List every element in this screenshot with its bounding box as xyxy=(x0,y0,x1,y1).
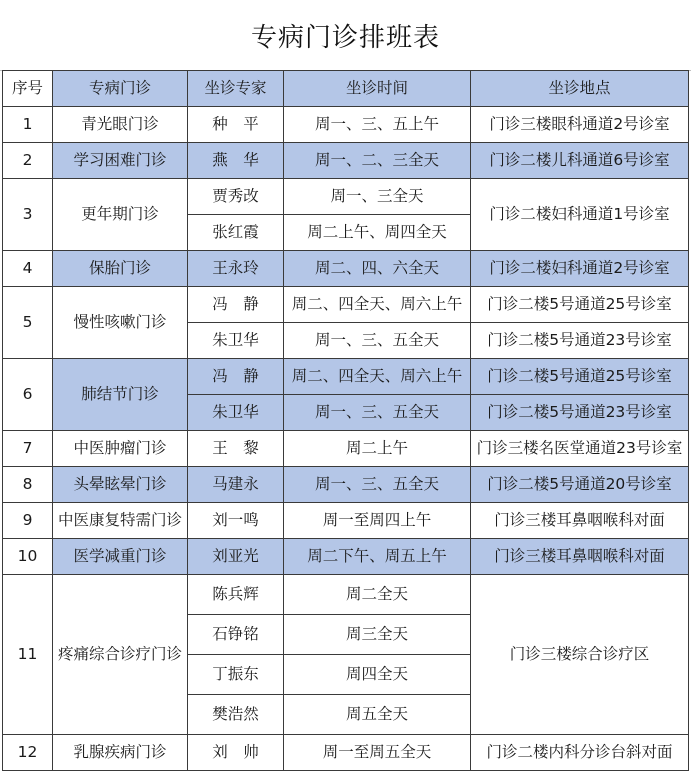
table-row xyxy=(3,503,689,539)
cell-time[interactable]: 周一、三、五全天 xyxy=(284,467,471,503)
table-row xyxy=(3,431,689,467)
cell-location[interactable]: 门诊二楼儿科通道6号诊室 xyxy=(471,143,689,179)
cell-time[interactable]: 周一、三、五上午 xyxy=(284,107,471,143)
header-no[interactable]: 序号 xyxy=(3,71,53,107)
cell-no[interactable]: 10 xyxy=(3,539,53,575)
cell-clinic[interactable]: 肺结节门诊 xyxy=(53,359,188,431)
cell-location[interactable]: 门诊二楼妇科通道2号诊室 xyxy=(471,251,689,287)
cell-location[interactable]: 门诊二楼5号通道25号诊室 xyxy=(471,287,689,323)
header-row xyxy=(3,71,689,107)
cell-expert[interactable]: 朱卫华 xyxy=(188,323,284,359)
cell-location[interactable]: 门诊三楼耳鼻咽喉科对面 xyxy=(471,539,689,575)
header-time[interactable]: 坐诊时间 xyxy=(284,71,471,107)
cell-location[interactable]: 门诊三楼名医堂通道23号诊室 xyxy=(471,431,689,467)
header-location[interactable]: 坐诊地点 xyxy=(471,71,689,107)
cell-expert[interactable]: 马建永 xyxy=(188,467,284,503)
cell-time[interactable]: 周四全天 xyxy=(284,655,471,695)
cell-expert[interactable]: 燕 华 xyxy=(188,143,284,179)
header-clinic[interactable]: 专病门诊 xyxy=(53,71,188,107)
cell-location[interactable]: 门诊二楼内科分诊台斜对面 xyxy=(471,735,689,771)
cell-location[interactable]: 门诊二楼5号通道23号诊室 xyxy=(471,323,689,359)
cell-expert[interactable]: 王 黎 xyxy=(188,431,284,467)
cell-clinic[interactable]: 头晕眩晕门诊 xyxy=(53,467,188,503)
cell-expert[interactable]: 王永玲 xyxy=(188,251,284,287)
cell-time[interactable]: 周一、三全天 xyxy=(284,179,471,215)
cell-time[interactable]: 周三全天 xyxy=(284,615,471,655)
cell-clinic[interactable]: 青光眼门诊 xyxy=(53,107,188,143)
cell-no[interactable]: 7 xyxy=(3,431,53,467)
cell-expert[interactable]: 陈兵辉 xyxy=(188,575,284,615)
cell-clinic[interactable]: 更年期门诊 xyxy=(53,179,188,251)
table-row xyxy=(3,575,689,615)
table-row xyxy=(3,359,689,395)
cell-expert[interactable]: 朱卫华 xyxy=(188,395,284,431)
table-row xyxy=(3,735,689,771)
cell-expert[interactable]: 刘一鸣 xyxy=(188,503,284,539)
cell-time[interactable]: 周二上午、周四全天 xyxy=(284,215,471,251)
cell-no[interactable]: 8 xyxy=(3,467,53,503)
table-row xyxy=(3,287,689,323)
title-row xyxy=(0,0,691,71)
cell-no[interactable]: 1 xyxy=(3,107,53,143)
cell-expert[interactable]: 贾秀改 xyxy=(188,179,284,215)
cell-expert[interactable]: 张红霞 xyxy=(188,215,284,251)
cell-time[interactable]: 周二上午 xyxy=(284,431,471,467)
schedule-table-body xyxy=(3,71,689,771)
table-row xyxy=(3,143,689,179)
cell-clinic[interactable]: 保胎门诊 xyxy=(53,251,188,287)
cell-location[interactable]: 门诊二楼妇科通道1号诊室 xyxy=(471,179,689,251)
cell-expert[interactable]: 冯 静 xyxy=(188,359,284,395)
cell-time[interactable]: 周一、二、三全天 xyxy=(284,143,471,179)
cell-expert[interactable]: 刘亚光 xyxy=(188,539,284,575)
table-row xyxy=(3,539,689,575)
schedule-table xyxy=(2,70,689,771)
cell-location[interactable]: 门诊三楼耳鼻咽喉科对面 xyxy=(471,503,689,539)
cell-clinic[interactable]: 乳腺疾病门诊 xyxy=(53,735,188,771)
cell-location[interactable]: 门诊二楼5号通道23号诊室 xyxy=(471,395,689,431)
cell-time[interactable]: 周二下午、周五上午 xyxy=(284,539,471,575)
cell-clinic[interactable]: 医学减重门诊 xyxy=(53,539,188,575)
cell-location[interactable]: 门诊二楼5号通道20号诊室 xyxy=(471,467,689,503)
cell-time[interactable]: 周一、三、五全天 xyxy=(284,323,471,359)
table-row xyxy=(3,251,689,287)
cell-no[interactable]: 6 xyxy=(3,359,53,431)
cell-clinic[interactable]: 中医康复特需门诊 xyxy=(53,503,188,539)
cell-no[interactable]: 11 xyxy=(3,575,53,735)
cell-expert[interactable]: 丁振东 xyxy=(188,655,284,695)
cell-expert[interactable]: 种 平 xyxy=(188,107,284,143)
cell-location[interactable]: 门诊三楼综合诊疗区 xyxy=(471,575,689,735)
cell-expert[interactable]: 樊浩然 xyxy=(188,695,284,735)
table-row xyxy=(3,467,689,503)
cell-no[interactable]: 12 xyxy=(3,735,53,771)
cell-clinic[interactable]: 慢性咳嗽门诊 xyxy=(53,287,188,359)
cell-no[interactable]: 5 xyxy=(3,287,53,359)
cell-time[interactable]: 周五全天 xyxy=(284,695,471,735)
cell-no[interactable]: 9 xyxy=(3,503,53,539)
cell-time[interactable]: 周二、四全天、周六上午 xyxy=(284,359,471,395)
cell-location[interactable]: 门诊三楼眼科通道2号诊室 xyxy=(471,107,689,143)
cell-expert[interactable]: 刘 帅 xyxy=(188,735,284,771)
table-row xyxy=(3,179,689,215)
cell-time[interactable]: 周一至周四上午 xyxy=(284,503,471,539)
table-title: 专病门诊排班表 xyxy=(250,22,440,53)
cell-no[interactable]: 4 xyxy=(3,251,53,287)
cell-time[interactable]: 周一、三、五全天 xyxy=(284,395,471,431)
cell-expert[interactable]: 石铮铭 xyxy=(188,615,284,655)
cell-time[interactable]: 周二、四、六全天 xyxy=(284,251,471,287)
cell-clinic[interactable]: 中医肿瘤门诊 xyxy=(53,431,188,467)
cell-time[interactable]: 周一至周五全天 xyxy=(284,735,471,771)
cell-clinic[interactable]: 疼痛综合诊疗门诊 xyxy=(53,575,188,735)
cell-location[interactable]: 门诊二楼5号通道25号诊室 xyxy=(471,359,689,395)
cell-no[interactable]: 2 xyxy=(3,143,53,179)
cell-expert[interactable]: 冯 静 xyxy=(188,287,284,323)
cell-clinic[interactable]: 学习困难门诊 xyxy=(53,143,188,179)
cell-time[interactable]: 周二、四全天、周六上午 xyxy=(284,287,471,323)
table-row xyxy=(3,107,689,143)
cell-no[interactable]: 3 xyxy=(3,179,53,251)
cell-time[interactable]: 周二全天 xyxy=(284,575,471,615)
header-expert[interactable]: 坐诊专家 xyxy=(188,71,284,107)
